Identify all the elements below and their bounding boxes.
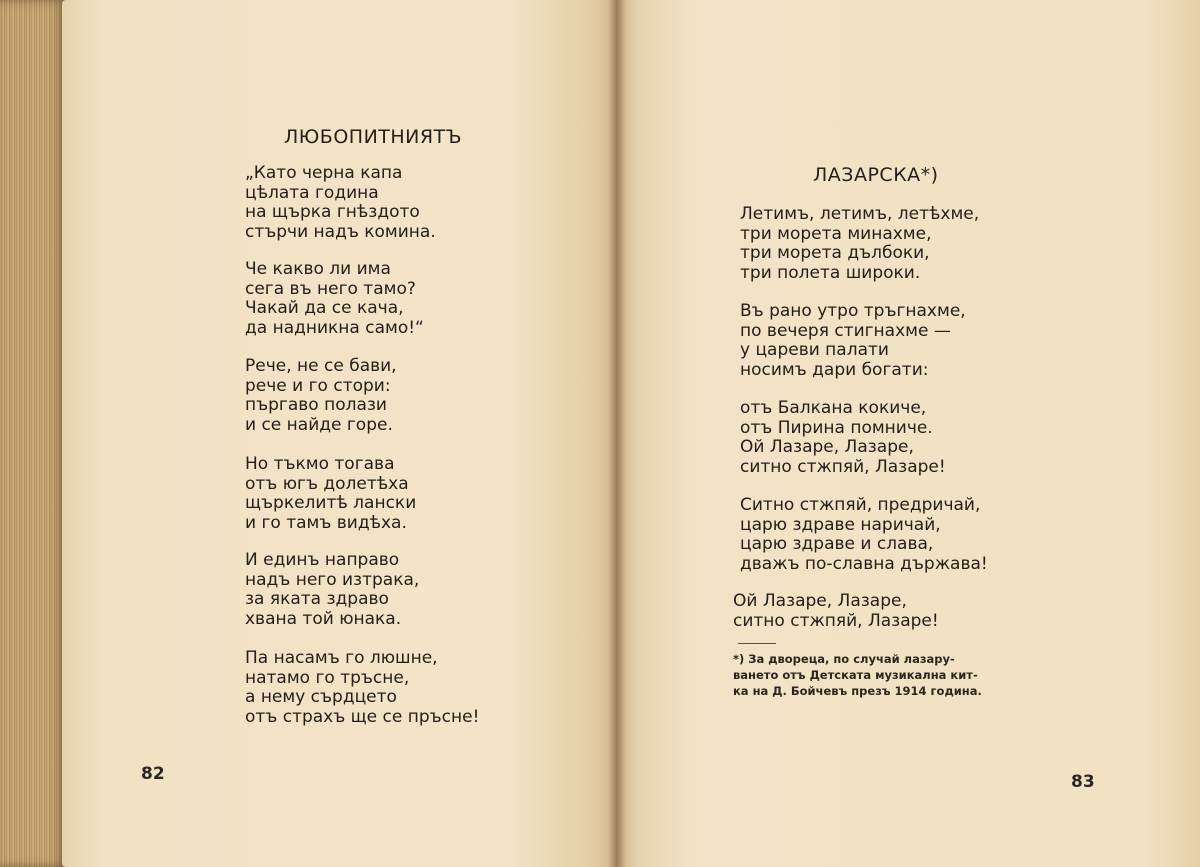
left-stanza-3 <box>245 357 397 435</box>
poem-line: Летимъ, летимъ, летѣхме, <box>740 204 980 224</box>
right-page-number: 83 <box>1071 772 1095 792</box>
poem-line: дважъ по-славна държава! <box>740 553 988 574</box>
poem-line: царю здраве наричай, <box>740 514 941 535</box>
poem-line: Ситно стжпяй, предричай, <box>740 495 981 515</box>
poem-line: сега въ него тамо? <box>245 278 416 299</box>
poem-line: у цареви палати <box>740 340 889 360</box>
left-stanza-1 <box>245 164 436 242</box>
poem-line: ситно стжпяй, Лазаре! <box>733 610 939 631</box>
poem-line: И единъ направо <box>245 550 400 570</box>
poem-line: пъргаво полази <box>245 395 387 415</box>
left-stanza-5 <box>245 551 419 629</box>
poem-line: Ой Лазаре, Лазаре, <box>740 437 914 457</box>
poem-line: отъ Пирина помниче. <box>740 417 933 438</box>
poem-line: рече и го стори: <box>245 375 391 396</box>
poem-line: три полета широки. <box>740 262 921 283</box>
poem-line: отъ Балкана кокиче, <box>740 398 927 418</box>
right-poem-title: ЛАЗАРСКА*) <box>813 164 939 186</box>
poem-line: Рече, не се бави, <box>245 356 397 376</box>
poem-line: Чакай да се кача, <box>245 298 404 318</box>
poem-line: цѣлата година <box>245 182 379 203</box>
footnote-line: ка на Д. Бойчевъ презъ 1914 година. <box>733 684 982 698</box>
right-stanza-3 <box>740 399 946 477</box>
right-stanza-1 <box>740 205 979 283</box>
footnote <box>733 651 982 699</box>
poem-line: отъ страхъ ще се пръсне! <box>245 706 480 727</box>
footnote-line: *) За дворeца, по случай лазару- <box>733 652 955 666</box>
poem-line: за яката здраво <box>245 589 389 609</box>
poem-line: и се найде горе. <box>245 414 393 435</box>
poem-line: Въ рано утро тръгнахме, <box>740 301 966 321</box>
right-stanza-2 <box>740 302 966 380</box>
footnote-rule <box>738 643 776 644</box>
poem-line: „Като черна капа <box>245 163 403 183</box>
poem-line: натамо го тръсне, <box>245 667 410 688</box>
poem-line: Ой Лазаре, Лазаре, <box>733 591 907 611</box>
poem-line: три морета минахме, <box>740 223 932 244</box>
right-stanza-5 <box>733 592 939 631</box>
poem-line: три морета дълбоки, <box>740 243 930 263</box>
poem-line: по вечеря стигнахме — <box>740 320 951 341</box>
poem-line: хвана той юнака. <box>245 608 402 629</box>
poem-line: царю здраве и слава, <box>740 534 934 554</box>
poem-line: ситно стжпяй, Лазаре! <box>740 456 946 477</box>
book-gutter <box>608 0 626 867</box>
left-poem-title: ЛЮБОПИТНИЯТЪ <box>284 126 463 148</box>
poem-line: щъркелитѣ лански <box>245 493 417 513</box>
left-page-number: 82 <box>141 764 165 784</box>
poem-line: стърчи надъ комина. <box>245 221 436 242</box>
left-stanza-4 <box>245 455 416 533</box>
left-stanza-2 <box>245 260 424 338</box>
poem-line: а нему сърдцето <box>245 687 397 707</box>
page-edges <box>0 0 66 867</box>
poem-line: и го тамъ видѣха. <box>245 512 407 533</box>
poem-line: Че какво ли има <box>245 259 391 279</box>
poem-line: Па насамъ го люшне, <box>245 648 438 668</box>
poem-line: на щърка гнѣздото <box>245 202 420 222</box>
poem-line: да надникна само!“ <box>245 317 424 338</box>
poem-line: надъ него изтрака, <box>245 569 420 590</box>
poem-line: Но тъкмо тогава <box>245 454 395 474</box>
footnote-line: ването отъ Детската музикална кит- <box>733 668 978 682</box>
poem-line: отъ югъ долетѣха <box>245 473 409 494</box>
poem-line: носимъ дари богати: <box>740 359 929 380</box>
right-stanza-4 <box>740 496 988 574</box>
left-stanza-6 <box>245 649 479 727</box>
